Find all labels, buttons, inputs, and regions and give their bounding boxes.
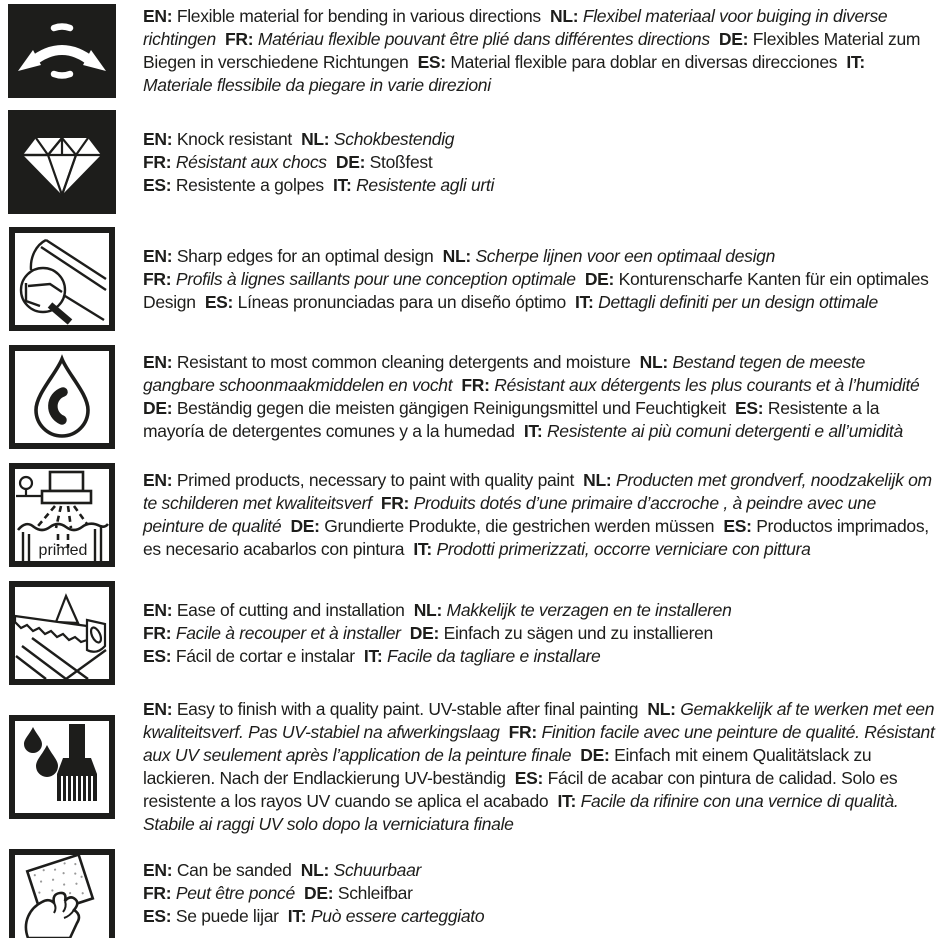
lang-segment-fr — [143, 269, 576, 289]
feature-icon-box — [8, 580, 116, 686]
lang-segment-en — [143, 470, 574, 490]
feature-description — [143, 599, 936, 668]
feature-text: Fácil de cortar e instalar — [175, 645, 355, 666]
lang-segment-en — [143, 6, 541, 26]
feature-text: Fácil de acabar con pintura de calidad. Solo es resistente a los rayos UV cuando se aplica el acabado — [143, 768, 898, 811]
feature-text: Prodotti primerizzati, occorre verniciare con pittura — [436, 539, 811, 559]
lang-segment-nl — [414, 600, 732, 620]
language-label: EN: — [143, 352, 173, 372]
lang-segment-en — [143, 246, 433, 266]
lang-segment-it — [364, 646, 601, 666]
feature-description — [143, 245, 936, 314]
feature-text: Can be sanded — [176, 859, 292, 880]
feature-text: Finition facile avec une peinture de qualité. Résistant aux UV seulement après l’application de la peinture finale — [143, 722, 935, 765]
feature-text: Beständig gegen die meisten gängigen Reinigungsmittel und Feuchtigkeit — [176, 398, 726, 418]
feature-text: Material flexible para doblar en diversas direcciones — [450, 52, 838, 72]
language-label: IT: — [575, 291, 594, 312]
language-label: IT: — [413, 539, 432, 559]
feature-text: Primed products, necessary to paint with quality paint — [176, 470, 575, 490]
feature-text: Resistente a la mayoría de detergentes comunes y a la humedad — [143, 398, 880, 441]
feature-icon-box — [8, 344, 116, 450]
lang-segment-nl — [301, 860, 421, 880]
language-label: ES: — [417, 52, 446, 72]
lang-segment-de — [410, 623, 713, 643]
lang-segment-es — [418, 52, 838, 72]
language-label: IT: — [523, 421, 543, 441]
feature-text: Resistente ai più comuni detergenti e all’umidità — [546, 421, 903, 441]
feature-text: Produits dotés d’une primaire d’accroche , à peindre avec une peinture de qualité — [143, 493, 876, 536]
feature-row — [8, 462, 936, 568]
lang-segment-de — [290, 516, 714, 536]
language-label: NL: — [583, 470, 612, 490]
language-label: DE: — [584, 268, 615, 289]
feature-icon-box — [8, 462, 116, 568]
language-label: EN: — [143, 699, 173, 719]
feature-icon-box — [8, 714, 116, 820]
lang-segment-it — [575, 292, 878, 312]
language-label: ES: — [143, 174, 172, 195]
feature-description — [143, 698, 936, 836]
feature-text: Konturenscharfe Kanten für ein optimales Design — [143, 268, 929, 312]
feature-text: Flexibel materiaal voor buiging in diverse richtingen — [143, 6, 888, 49]
feature-text: Sharp edges for an optimal design — [176, 245, 434, 266]
lang-segment-it — [413, 539, 810, 559]
language-label: NL: — [413, 599, 442, 620]
feature-row — [8, 4, 936, 98]
feature-text: Facile à recouper et à installer — [175, 622, 401, 643]
language-label: FR: — [143, 622, 172, 643]
feature-row — [8, 698, 936, 836]
language-label: DE: — [409, 622, 440, 643]
language-label: NL: — [647, 699, 676, 719]
feature-text: Può essere carteggiato — [310, 905, 485, 926]
feature-text: Facile da rifinire con una vernice di qualità. Stabile ai raggi UV solo dopo la verniciatura finale — [143, 791, 899, 834]
sharp-edges-icon — [8, 226, 116, 332]
lang-segment-fr — [225, 29, 710, 49]
language-label: FR: — [508, 722, 537, 742]
feature-description — [143, 128, 936, 197]
lang-segment-es — [205, 292, 566, 312]
lang-segment-de — [304, 883, 413, 903]
feature-text: Se puede lijar — [175, 905, 279, 926]
flexible-bend-icon — [8, 4, 116, 98]
moisture-resistant-drop-icon — [8, 344, 116, 450]
language-label: ES: — [143, 905, 172, 926]
feature-text: Schuurbaar — [333, 859, 422, 880]
feature-text: Resistente a golpes — [175, 174, 324, 195]
feature-text: Flexibles Material zum Biegen in verschiedene Richtungen — [143, 29, 921, 72]
feature-row — [8, 110, 936, 214]
feature-text: Gemakkelijk af te werken met een kwaliteitsverf. Pas UV-stabiel na afwerkingslaag — [143, 699, 935, 742]
feature-row — [8, 344, 936, 450]
feature-text: Materiale flessibile da piegare in varie direzioni — [143, 75, 491, 95]
easy-cutting-saw-icon — [8, 580, 116, 686]
feature-legend-sheet — [8, 4, 936, 938]
language-label: IT: — [287, 905, 307, 926]
language-label: IT: — [557, 791, 576, 811]
language-label: IT: — [363, 645, 383, 666]
lang-segment-en — [143, 699, 638, 719]
feature-row — [8, 226, 936, 332]
language-label: ES: — [143, 645, 172, 666]
lang-segment-en — [143, 600, 405, 620]
primed-spray-icon — [8, 462, 116, 568]
language-label: EN: — [143, 245, 173, 266]
knock-resistant-diamond-icon — [8, 110, 116, 214]
language-label: ES: — [204, 291, 234, 312]
language-label: FR: — [380, 493, 410, 513]
feature-text: Easy to finish with a quality paint. UV-stable after final painting — [176, 699, 639, 719]
feature-text: Knock resistant — [176, 128, 292, 149]
feature-text: Producten met grondverf, noodzakelijk om te schilderen met kwaliteitsverf — [143, 470, 932, 513]
language-label: EN: — [143, 128, 173, 149]
feature-text: Makkelijk te verzagen en te installeren — [446, 599, 732, 620]
language-label: NL: — [442, 245, 471, 266]
lang-segment-es — [143, 906, 279, 926]
language-label: EN: — [143, 6, 173, 26]
feature-text: Schokbestendig — [333, 128, 455, 149]
language-label: NL: — [550, 6, 579, 26]
primed-label: primed — [38, 542, 88, 559]
feature-description — [143, 5, 936, 97]
feature-icon-box — [8, 848, 116, 938]
language-label: DE: — [143, 398, 173, 418]
lang-segment-de — [336, 152, 433, 172]
feature-text: Résistant aux chocs — [175, 151, 327, 172]
feature-text: Peut être poncé — [175, 882, 295, 903]
lang-segment-en — [143, 129, 292, 149]
language-label: FR: — [461, 375, 490, 395]
language-label: FR: — [225, 29, 254, 49]
feature-text: Resistant to most common cleaning detergents and moisture — [176, 352, 631, 372]
language-label: DE: — [580, 745, 610, 765]
language-label: DE: — [335, 151, 366, 172]
feature-text: Líneas pronunciadas para un diseño óptimo — [237, 291, 566, 312]
language-label: NL: — [639, 352, 668, 372]
feature-icon-box — [8, 4, 116, 98]
language-label: ES: — [723, 516, 752, 536]
language-label: ES: — [514, 768, 544, 788]
feature-icon-box — [8, 110, 116, 214]
feature-text: Resistente agli urti — [356, 174, 495, 195]
language-label: FR: — [143, 151, 172, 172]
lang-segment-fr — [143, 883, 295, 903]
feature-description — [143, 469, 936, 561]
language-label: EN: — [143, 470, 173, 490]
sandable-hand-icon — [8, 848, 116, 938]
feature-text: Bestand tegen de meeste gangbare schoonmaakmiddelen en vocht — [143, 352, 866, 395]
language-label: EN: — [143, 859, 173, 880]
language-label: DE: — [304, 882, 334, 903]
language-label: IT: — [846, 52, 865, 72]
language-label: IT: — [332, 174, 352, 195]
feature-description — [143, 351, 936, 443]
lang-segment-es — [143, 175, 324, 195]
language-label: NL: — [301, 128, 330, 149]
lang-segment-nl — [443, 246, 775, 266]
lang-segment-fr — [143, 152, 327, 172]
language-label: DE: — [290, 516, 320, 536]
language-label: NL: — [300, 859, 330, 880]
feature-text: Dettagli definiti per un design ottimale — [598, 291, 878, 312]
feature-text: Grundierte Produkte, die gestrichen werden müssen — [324, 516, 715, 536]
feature-icon-box — [8, 226, 116, 332]
lang-segment-de — [143, 398, 726, 418]
feature-text: Stoßfest — [369, 151, 433, 172]
lang-segment-it — [333, 175, 494, 195]
lang-segment-en — [143, 352, 631, 372]
language-label: DE: — [718, 29, 749, 49]
language-label: EN: — [143, 599, 173, 620]
lang-segment-it — [288, 906, 484, 926]
lang-segment-nl — [301, 129, 454, 149]
lang-segment-es — [143, 646, 355, 666]
language-label: ES: — [735, 398, 764, 418]
language-label: FR: — [143, 882, 172, 903]
lang-segment-fr — [143, 623, 401, 643]
feature-description — [143, 859, 936, 928]
feature-text: Facile da tagliare e installare — [387, 645, 601, 666]
feature-row — [8, 580, 936, 686]
feature-row — [8, 848, 936, 938]
lang-segment-en — [143, 860, 292, 880]
lang-segment-it — [524, 421, 903, 441]
feature-text: Einfach zu sägen und zu installieren — [443, 622, 713, 643]
feature-text: Productos imprimados, es necesario acabarlos con pintura — [143, 516, 929, 559]
feature-text: Einfach mit einem Qualitätslack zu lackieren. Nach der Endlackierung UV-beständig — [143, 745, 872, 788]
lang-segment-fr — [461, 375, 919, 395]
feature-text: Matériau flexible pouvant être plié dans différentes directions — [257, 29, 710, 49]
paintable-brush-icon — [8, 714, 116, 820]
feature-text: Profils à lignes saillants pour une conception optimale — [175, 268, 576, 289]
feature-text: Scherpe lijnen voor een optimaal design — [475, 245, 776, 266]
feature-text: Schleifbar — [337, 882, 413, 903]
feature-text: Ease of cutting and installation — [176, 599, 405, 620]
feature-text: Flexible material for bending in various directions — [176, 6, 541, 26]
feature-text: Résistant aux détergents les plus courants et à l’humidité — [494, 375, 920, 395]
language-label: FR: — [143, 268, 172, 289]
